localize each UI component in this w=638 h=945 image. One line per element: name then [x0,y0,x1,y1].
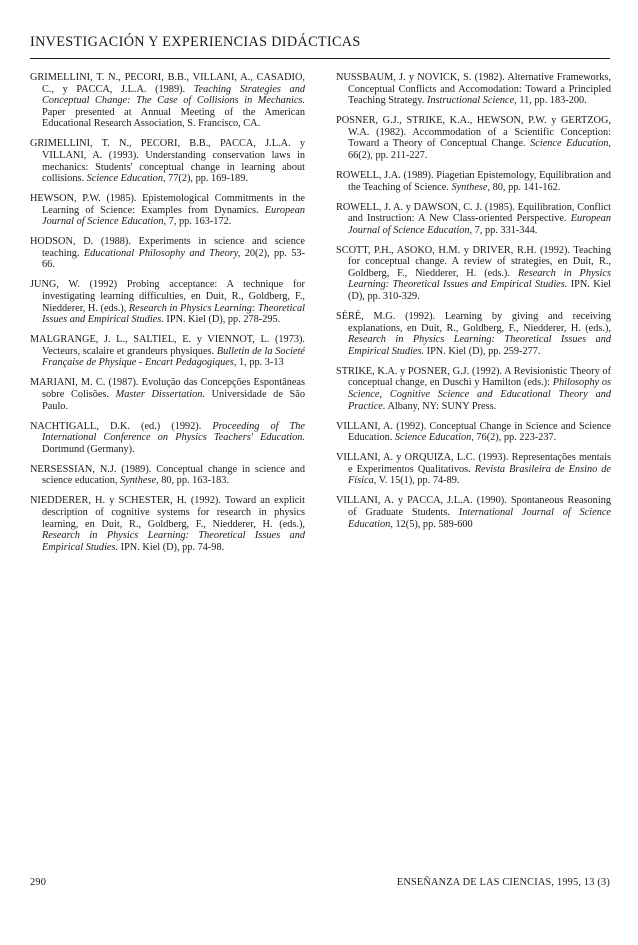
references-right-column [336,72,611,539]
running-header: INVESTIGACIÓN Y EXPERIENCIAS DIDÁCTICAS [30,34,361,50]
reference-entry [336,115,611,161]
reference-text: HEWSON, P.W. (1985). Epistemological Commitments in the Learning of Science: Examples from Dynamics. [30,193,305,216]
reference-source-title: European Journal of Science Education, [348,213,611,236]
reference-details: Paper presented at Annual Meeting of the American Educational Research Association, S. Francisco, CA. [42,106,305,130]
reference-details: 76(2), pp. 223-237. [473,432,557,444]
reference-source-title: Research in Physics Learning: Theoretical Issues and Empirical Studies. [348,267,611,291]
reference-entry [30,495,305,553]
reference-details: IPN. Kiel (D), pp. 310-329. [348,279,611,303]
reference-details: IPN. Kiel (D), pp. 259-277. [424,345,541,357]
reference-entry [30,193,305,228]
reference-entry [336,202,611,237]
reference-entry [336,366,611,412]
reference-entry [336,495,611,530]
reference-source-title: Teaching Strategies and Conceptual Change: The Case of Collisions in Mechanics. [42,83,306,107]
reference-details: 7, pp. 331-344. [472,224,538,236]
reference-details: 80, pp. 141-162. [490,181,561,193]
reference-details: 20(2), pp. 53-66. [42,247,306,271]
reference-entry [30,377,305,412]
reference-entry [336,170,611,193]
reference-details: 11, pp. 183-200. [516,95,587,107]
reference-source-title: Proceeding of The International Conference on Physics Teachers' Education. [42,420,305,444]
reference-text: MALGRANGE, J. L., SALTIEL, E. y VIENNOT, L. (1973). Vecteurs, scalaire et grandeurs physiques. [30,334,305,357]
reference-source-title: Instructional Science, [426,95,517,107]
reference-text: GRIMELLINI, T. N., PECORI, B.B., VILLANI, A., CASADIO, C., y PACCA, J.L.A. (1989). [30,72,305,95]
reference-details: 80, pp. 163-183. [158,475,230,487]
reference-text: POSNER, G.J., STRIKE, K.A., HEWSON, P.W. y GERTZOG, W.A. (1982). Accommodation of a Scientific Conception: Toward a Theory of Conceptual Change. [336,115,611,150]
reference-text: NUSSBAUM, J. y NOVICK, S. (1982). Alternative Frameworks, Conceptual Conflicts and Accomodation: Toward a Principled Teaching Strategy. [336,72,611,107]
journal-footer: ENSEÑANZA DE LAS CIENCIAS, 1995, 13 (3) [396,877,610,888]
reference-source-title: Research in Physics Learning: Theoretical Issues and Empirical Studies. [42,302,305,326]
reference-entry [336,452,611,487]
reference-source-title: Bulletin de la Societé Française de Physique - Encart Pedagogiques, [42,345,305,369]
reference-text: GRIMELLINI, T. N., PECORI, B.B., PACCA, J.L.A. y VILLANI, A. (1993). Understanding conservation laws in mechanics: Students' conceptual change in learning about collisions. [30,138,305,185]
reference-details: 66(2), pp. 211-227. [348,149,428,161]
reference-text: SÉRÉ, M.G. (1992). Learning by giving and receiving explanations, en Duit, R., Goldberg, F., Niedderer, H. (eds.), [336,311,611,334]
reference-text: MARIANI, M. C. (1987). Evolução das Concepções Espontâneas sobre Colisões. [30,377,305,400]
reference-source-title: Research in Physics Learning: Theoretical Issues and Empirical Studies. [348,334,611,357]
reference-text: NIEDDERER, H. y SCHESTER, H. (1992). Toward an explicit description of cognitive systems for research in physics learning, en Duit, R., Goldberg, F., Niedderer, H. (eds.), [30,495,305,530]
reference-text: SCOTT, P.H., ASOKO, H.M. y DRIVER, R.H. (1992). Teaching for conceptual change. A review of strategies, en Duit, R., Goldberg, F., Niedderer, H. (eds.). [336,244,611,279]
reference-text: HODSON, D. (1988). Experiments in science and science teaching. [30,236,305,259]
reference-entry [30,138,305,184]
header-rule [30,58,610,59]
reference-entry [336,421,611,444]
reference-details: IPN. Kiel (D), pp. 278-295. [163,314,281,326]
reference-source-title: Synthese, [120,475,159,487]
reference-text: STRIKE, K.A. y POSNER, G.J. (1992). A Revisionistic Theory of conceptual change, en Duschi y Hamilton (eds.): [336,365,611,389]
reference-text: VILLANI, A. y ORQUIZA, L.C. (1993). Representações mentais e Experimentos Qualitativos. [336,452,611,475]
reference-source-title: Educational Philosophy and Theory, [83,247,241,259]
reference-entry [30,279,305,325]
reference-text: VILLANI, A. y PACCA, J.L.A. (1990). Spontaneous Reasoning of Graduate Students. [336,495,611,518]
reference-source-title: Science Education, [86,173,166,185]
reference-details: V. 15(1), pp. 74-89. [376,475,460,487]
reference-source-title: Research in Physics Learning: Theoretical Issues and Empirical Studies. [42,530,305,553]
reference-details: IPN. Kiel (D), pp. 74-98. [118,541,225,553]
reference-entry [30,464,305,487]
reference-source-title: Revista Brasileira de Ensino de Física, [348,463,611,487]
reference-entry [336,311,611,357]
reference-details: 12(5), pp. 589-600 [392,518,473,530]
reference-entry [30,421,305,456]
reference-source-title: Master Dissertation. [115,389,205,400]
reference-text: ROWELL, J.A. (1989). Piagetian Epistemology, Equilibration and the Teaching of Science. [336,169,611,193]
reference-details: 1, pp. 3-13 [236,357,284,369]
reference-text: NACHTIGALL, D.K. (ed.) (1992). [30,420,213,432]
reference-details: 77(2), pp. 169-189. [165,173,248,185]
reference-details: Albany, NY: SUNY Press. [385,400,497,412]
page-number: 290 [30,877,47,888]
reference-entry [336,245,611,303]
reference-details: Dortmund (Germany). [42,443,135,455]
reference-entry [336,72,611,107]
reference-source-title: International Journal of Science Education, [348,506,611,530]
reference-text: ROWELL, J. A. y DAWSON, C. J. (1985). Equilibration, Conflict and Instruction: A New Class-oriented Perspective. [336,201,611,225]
reference-entry [30,236,305,271]
reference-entry [30,334,305,369]
references-left-column [30,72,305,562]
reference-text: JUNG, W. (1992) Probing acceptance: A technique for investigating learning difficulties, en Duit, R., Goldberg, F., Niedderer, H. (eds.), [30,279,305,314]
reference-source-title: Philosophy os Science, Cognitive Science and Educational Theory and Practice. [348,377,611,412]
reference-source-title: Synthese, [451,181,491,193]
reference-details: Universidade de São Paulo. [42,389,305,412]
reference-source-title: Science Education, [530,138,611,150]
reference-text: NERSESSIAN, N.J. (1989). Conceptual change in science and science education, [30,463,305,487]
reference-source-title: Science Education, [394,432,474,444]
reference-details: 7, pp. 163-172. [166,216,232,228]
reference-entry [30,72,305,130]
reference-source-title: European Journal of Science Education, [42,204,305,228]
reference-text: VILLANI, A. (1992). Conceptual Change in Science and Science Education. [336,420,611,444]
